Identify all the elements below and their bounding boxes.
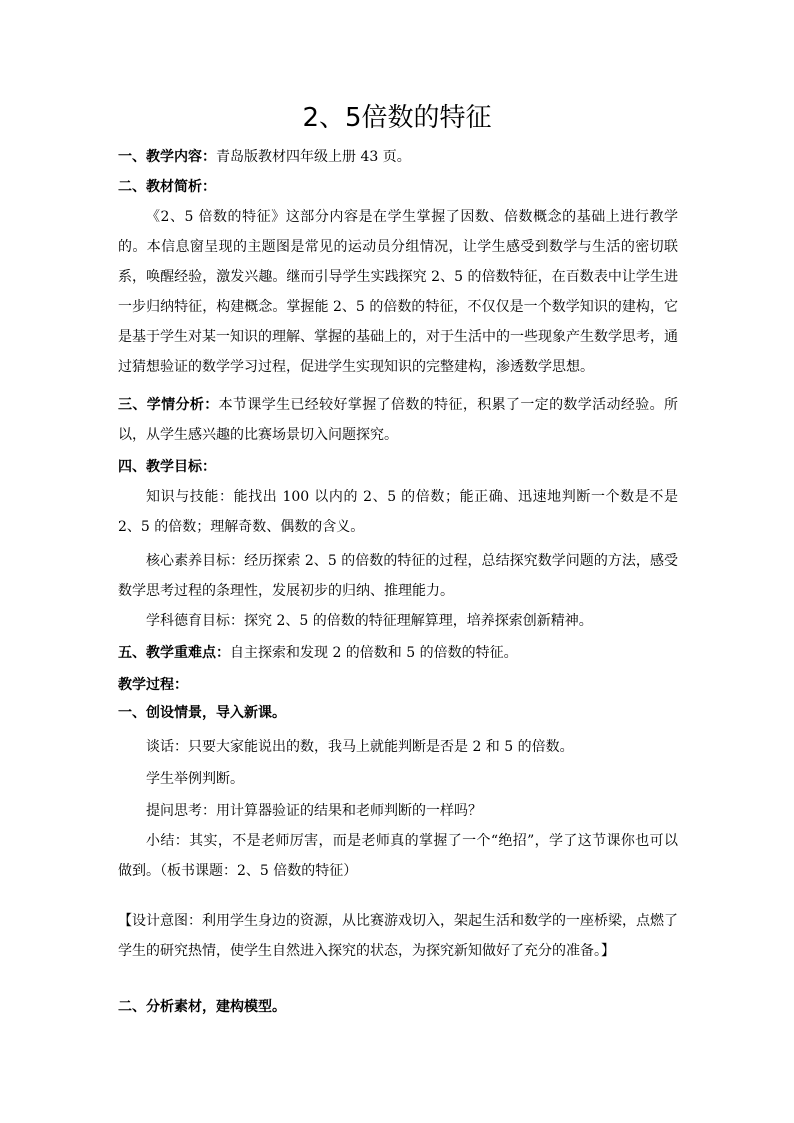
section-text: 自主探索和发现 2 的倍数和 5 的倍数的特征。 [230, 645, 518, 661]
section-content [118, 142, 678, 172]
process-examples: 学生举例判断。 [146, 771, 244, 787]
process-summary: 小结：其实，不是老师厉害，而是老师真的掌握了一个“绝招”，学了这节课你也可以做到。（板书课题：2、5 倍数的特征） [118, 833, 678, 879]
process-part2-heading: 二、分析素材，建构模型。 [118, 999, 286, 1015]
section-heading: 一、教学内容： [118, 149, 216, 165]
goal-core-literacy: 核心素养目标：经历探索 2、5 的倍数的特征的过程，总结探究数学问题的方法，感受数学思考过程的条理性，发展初步的归纳、推理能力。 [118, 553, 678, 599]
document-title: 2、5倍数的特征 [302, 103, 492, 133]
section-goals-heading [118, 452, 678, 482]
section-heading: 五、教学重难点： [118, 645, 230, 661]
section-key-points [118, 638, 678, 668]
goal-knowledge: 知识与技能：能找出 100 以内的 2、5 的倍数；能正确、迅速地判断一个数是不是 2、5 的倍数；理解奇数、偶数的含义。 [118, 489, 678, 535]
section-student-analysis [118, 390, 678, 450]
section-heading: 三、学情分析： [118, 397, 219, 413]
goal-moral: 学科德育目标：探究 2、5 的倍数的特征理解算理，培养探索创新精神。 [146, 613, 593, 629]
process-heading: 教学过程： [118, 677, 188, 693]
section-text: 本节课学生已经较好掌握了倍数的特征，积累了一定的数学活动经验。所以，从学生感兴趣的比赛场景切入问题探究。 [118, 397, 679, 443]
section-heading: 四、教学目标： [118, 459, 216, 475]
section-heading: 二、教材简析： [118, 179, 216, 195]
process-question: 提问思考：用计算器验证的结果和老师判断的一样吗？ [146, 803, 482, 819]
analysis-paragraph: 《2、5 倍数的特征》这部分内容是在学生掌握了因数、倍数概念的基础上进行教学的。本信息窗呈现的主题图是常见的运动员分组情况，让学生感受到数学与生活的密切联系，唤醒经验，激发兴趣。继而引导学生实践探究 2、5 的倍数特征，在百数表中让学生进一步归纳特征，构建概念。掌握能 2、5 的倍数的特征，不仅仅是一个数学知识的建构，它是基于学生对某一知识的理解、掌握的基础上的，对于生活中的一些现象产生数学思考，通过猜想验证的数学学习过程，促进学生实现知识的完整建构，渗透数学思想。 [118, 209, 678, 375]
process-talk: 谈话：只要大家能说出的数，我马上就能判断是否是 2 和 5 的倍数。 [146, 739, 574, 755]
section-analysis-heading [118, 172, 678, 202]
design-intent: 【设计意图：利用学生身边的资源，从比赛游戏切入，架起生活和数学的一座桥梁，点燃了学生的研究热情，使学生自然进入探究的状态，为探究新知做好了充分的准备。】 [118, 913, 678, 959]
section-text: 青岛版教材四年级上册 43 页。 [216, 149, 411, 165]
process-part1-heading: 一、创设情景，导入新课。 [118, 705, 286, 721]
